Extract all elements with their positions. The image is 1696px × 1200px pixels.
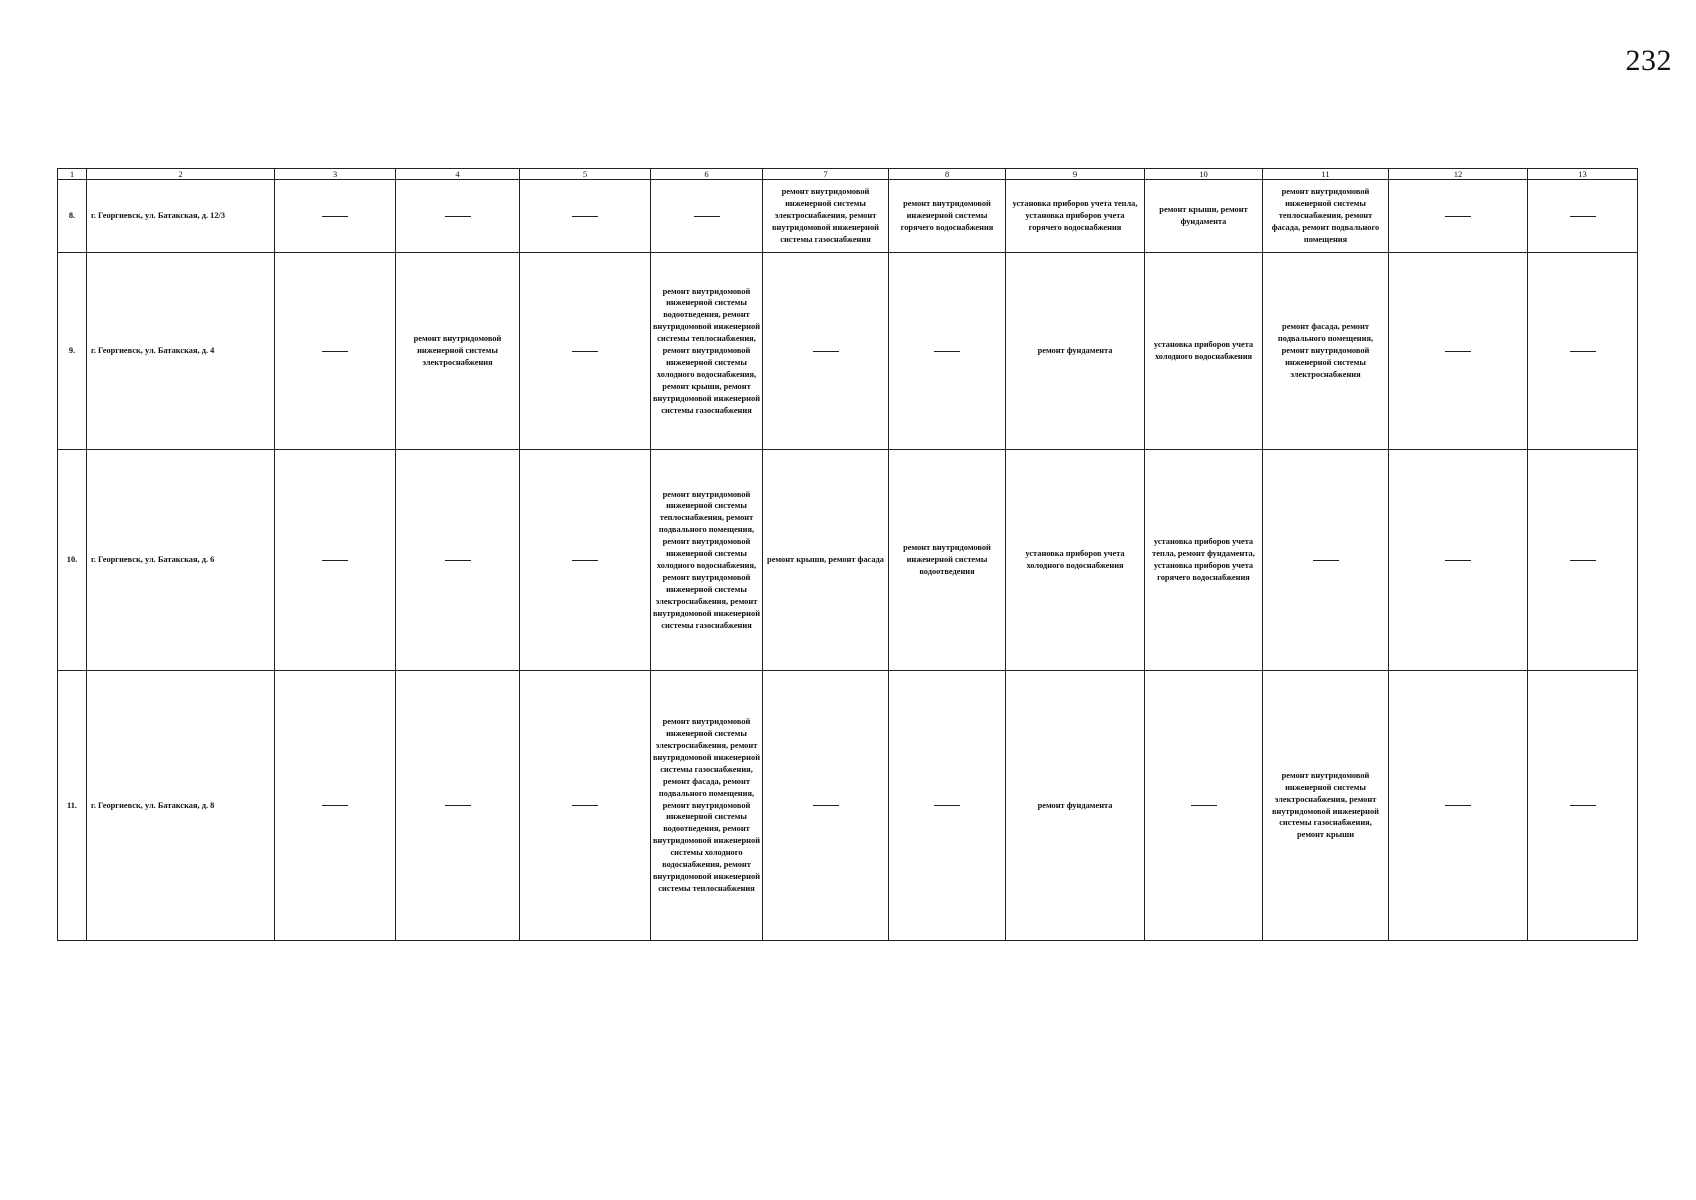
- work-description: ремонт внутридомовой инженерной системы теплоснабжения, ремонт подвального помещения, ремонт внутридомовой инженерной системы холодного водоснабжения, ремонт внутридомовой инженерной системы электроснабжения, ремонт внутридомовой инженерной системы газоснабжения: [653, 489, 761, 630]
- column-header: 9: [1006, 169, 1145, 180]
- column-header: 7: [763, 169, 889, 180]
- work-cell: [396, 253, 520, 450]
- column-header: 4: [396, 169, 520, 180]
- work-cell: [1006, 671, 1145, 941]
- work-cell: [1145, 450, 1263, 671]
- empty-cell: [396, 450, 520, 671]
- empty-cell: [1528, 180, 1638, 253]
- empty-cell: [396, 180, 520, 253]
- work-description: установка приборов учета тепла, ремонт фундамента, установка приборов учета горячего водоснабжения: [1152, 537, 1255, 582]
- dash-mark: [1445, 805, 1471, 806]
- table-row: [58, 671, 1638, 941]
- work-description: ремонт внутридомовой инженерной системы электроснабжения, ремонт внутридомовой инженерной системы газоснабжения, ремонт крыши: [1271, 770, 1379, 840]
- dash-mark: [1445, 351, 1471, 352]
- work-cell: [1006, 450, 1145, 671]
- row-number: 10.: [58, 450, 87, 671]
- empty-cell: [1528, 671, 1638, 941]
- empty-cell: [275, 253, 396, 450]
- work-description: ремонт внутридомовой инженерной системы водоотведения, ремонт внутридомовой инженерной системы теплоснабжения, ремонт внутридомовой инженерной системы холодного водоснабжения, ремонт крыши, ремонт внутридомовой инженерной системы газоснабжения: [653, 286, 761, 415]
- empty-cell: [763, 671, 889, 941]
- column-header: 3: [275, 169, 396, 180]
- dash-mark: [572, 560, 598, 561]
- empty-cell: [1263, 450, 1389, 671]
- work-description: ремонт фундамента: [1037, 346, 1113, 356]
- dash-mark: [1570, 805, 1596, 806]
- work-cell: [651, 671, 763, 941]
- dash-mark: [1191, 805, 1217, 806]
- dash-mark: [1570, 216, 1596, 217]
- dash-mark: [572, 805, 598, 806]
- empty-cell: [1528, 253, 1638, 450]
- work-description: ремонт внутридомовой инженерной системы электроснабжения, ремонт внутридомовой инженерной системы газоснабжения, ремонт фасада, ремонт подвального помещения, ремонт внутридомовой инженерной системы водоотведения, ремонт внутридомовой инженерной системы холодного водоснабжения, ремонт внутридомовой инженерной системы теплоснабжения: [653, 717, 761, 893]
- column-number-row: [58, 169, 1638, 180]
- page-number: 232: [1625, 44, 1672, 77]
- work-description: ремонт крыши, ремонт фасада: [767, 555, 884, 565]
- dash-mark: [322, 216, 348, 217]
- dash-mark: [572, 216, 598, 217]
- dash-mark: [1445, 216, 1471, 217]
- empty-cell: [763, 253, 889, 450]
- work-description: ремонт внутридомовой инженерной системы электроснабжения, ремонт внутридомовой инженерной системы газоснабжения: [771, 187, 879, 244]
- column-header: 8: [889, 169, 1006, 180]
- dash-mark: [934, 351, 960, 352]
- column-header: 2: [87, 169, 275, 180]
- empty-cell: [1528, 450, 1638, 671]
- work-cell: [1263, 180, 1389, 253]
- empty-cell: [275, 671, 396, 941]
- work-description: ремонт фундамента: [1037, 800, 1113, 810]
- work-cell: [889, 450, 1006, 671]
- dash-mark: [1445, 560, 1471, 561]
- table-row: [58, 450, 1638, 671]
- empty-cell: [396, 671, 520, 941]
- dash-mark: [322, 351, 348, 352]
- work-cell: [1263, 253, 1389, 450]
- work-description: ремонт фасада, ремонт подвального помещения, ремонт внутридомовой инженерной системы электроснабжения: [1277, 322, 1374, 379]
- empty-cell: [520, 671, 651, 941]
- dash-mark: [694, 216, 720, 217]
- empty-cell: [520, 450, 651, 671]
- empty-cell: [1389, 671, 1528, 941]
- empty-cell: [1145, 671, 1263, 941]
- column-header: 5: [520, 169, 651, 180]
- table-row: [58, 180, 1638, 253]
- row-number: 8.: [58, 180, 87, 253]
- work-description: ремонт внутридомовой инженерной системы водоотведения: [903, 543, 991, 576]
- address-cell: г. Георгиевск, ул. Батакская, д. 12/3: [87, 180, 275, 253]
- dash-mark: [445, 805, 471, 806]
- empty-cell: [651, 180, 763, 253]
- work-description: ремонт внутридомовой инженерной системы горячего водоснабжения: [900, 199, 994, 232]
- dash-mark: [813, 351, 839, 352]
- work-description: установка приборов учета холодного водоснабжения: [1025, 549, 1125, 570]
- column-header: 10: [1145, 169, 1263, 180]
- empty-cell: [275, 450, 396, 671]
- empty-cell: [520, 180, 651, 253]
- work-cell: [889, 180, 1006, 253]
- table-body: [58, 180, 1638, 941]
- empty-cell: [1389, 180, 1528, 253]
- empty-cell: [275, 180, 396, 253]
- work-description: ремонт внутридомовой инженерной системы электроснабжения: [413, 334, 502, 367]
- work-description: установка приборов учета холодного водоснабжения: [1153, 340, 1254, 361]
- table-row: [58, 253, 1638, 450]
- empty-cell: [889, 253, 1006, 450]
- work-cell: [1006, 180, 1145, 253]
- dash-mark: [1570, 351, 1596, 352]
- work-description: ремонт внутридомовой инженерной системы теплоснабжения, ремонт фасада, ремонт подвального помещения: [1271, 187, 1380, 244]
- empty-cell: [1389, 450, 1528, 671]
- work-cell: [651, 450, 763, 671]
- work-cell: [1145, 253, 1263, 450]
- address-cell: г. Георгиевск, ул. Батакская, д. 4: [87, 253, 275, 450]
- work-description: ремонт крыши, ремонт фундамента: [1159, 205, 1248, 226]
- row-number: 11.: [58, 671, 87, 941]
- column-header: 1: [58, 169, 87, 180]
- row-number: 9.: [58, 253, 87, 450]
- dash-mark: [445, 560, 471, 561]
- empty-cell: [1389, 253, 1528, 450]
- work-description: установка приборов учета тепла, установка приборов учета горячего водоснабжения: [1012, 199, 1138, 232]
- dash-mark: [1570, 560, 1596, 561]
- empty-cell: [889, 671, 1006, 941]
- address-cell: г. Георгиевск, ул. Батакская, д. 8: [87, 671, 275, 941]
- work-cell: [763, 450, 889, 671]
- dash-mark: [445, 216, 471, 217]
- work-cell: [1145, 180, 1263, 253]
- empty-cell: [520, 253, 651, 450]
- work-cell: [1006, 253, 1145, 450]
- dash-mark: [813, 805, 839, 806]
- work-cell: [763, 180, 889, 253]
- dash-mark: [322, 805, 348, 806]
- work-cell: [1263, 671, 1389, 941]
- column-header: 6: [651, 169, 763, 180]
- column-header: 11: [1263, 169, 1389, 180]
- dash-mark: [572, 351, 598, 352]
- dash-mark: [934, 805, 960, 806]
- column-header: 12: [1389, 169, 1528, 180]
- repair-schedule-table: [57, 168, 1638, 941]
- dash-mark: [1313, 560, 1339, 561]
- dash-mark: [322, 560, 348, 561]
- work-cell: [651, 253, 763, 450]
- address-cell: г. Георгиевск, ул. Батакская, д. 6: [87, 450, 275, 671]
- column-header: 13: [1528, 169, 1638, 180]
